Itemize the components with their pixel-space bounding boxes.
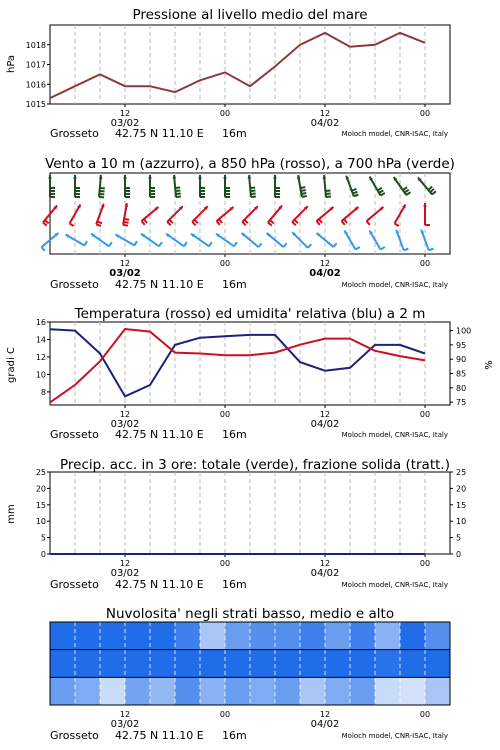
- wind-arrow-1: [123, 203, 129, 226]
- wind-barb: [124, 222, 129, 223]
- wind-arrow-0: [48, 175, 55, 197]
- cloud-cell: [375, 650, 401, 678]
- wind-barb: [43, 222, 47, 225]
- cloud-cell: [325, 650, 351, 678]
- wind-barb: [70, 224, 74, 227]
- wind-barb: [124, 219, 129, 220]
- cloud-cell: [300, 677, 326, 705]
- wind-barb: [428, 187, 432, 190]
- cloud-x-tick-label: 12: [119, 710, 131, 719]
- wind-barb: [379, 190, 383, 193]
- wind-barb: [144, 219, 147, 223]
- wind-barb: [219, 219, 222, 223]
- cloud-cell: [75, 677, 101, 705]
- wind-arrow-head: [172, 175, 176, 179]
- humidity-line: [50, 329, 425, 396]
- cloud-cell: [125, 677, 151, 705]
- precip-y-tick-label: 0: [40, 550, 46, 559]
- cloud-cell: [275, 650, 301, 678]
- wind-arrow-0: [297, 175, 307, 197]
- pressure-ylabel: hPa: [6, 54, 17, 74]
- wind-arrow-head: [423, 203, 427, 207]
- wind-barb: [430, 189, 434, 192]
- wind-barb: [209, 242, 212, 246]
- wind-arrow-0: [123, 175, 130, 197]
- pressure-y-tick-label: 1017: [25, 60, 46, 70]
- wind-barb: [333, 243, 336, 247]
- wind-arrow-head: [73, 175, 77, 179]
- temp-x-tick-label: 00: [419, 410, 431, 419]
- wind-barb: [300, 187, 305, 188]
- wind-barb: [344, 219, 347, 223]
- station-elevation: 16m: [222, 428, 247, 441]
- wind-chart-title: Vento a 10 m (azzurro), a 850 hPa (rosso), a 700 hPa (verde): [45, 156, 455, 172]
- wind-arrow-0: [322, 175, 331, 197]
- temp-x-tick-label: 12: [319, 410, 331, 419]
- cloud-cell: [50, 622, 76, 650]
- pressure-x-tick-label: 12: [119, 109, 131, 118]
- wind-date-label: 04/02: [309, 268, 341, 279]
- wind-barb: [429, 249, 434, 251]
- wind-barb: [403, 187, 407, 190]
- wind-arrow-head: [223, 175, 227, 179]
- wind-barb: [97, 222, 102, 224]
- pressure-chart-title: Pressione al livello medio del mare: [132, 7, 368, 23]
- precip-x-tick-label: 12: [319, 559, 331, 568]
- humidity-y-tick-label: 85: [456, 369, 467, 379]
- cloud-cell: [75, 650, 101, 678]
- precip-date-label: 03/02: [110, 568, 140, 579]
- cloud-cell: [225, 622, 251, 650]
- wind-arrow-head: [123, 175, 127, 179]
- wind-x-tick-label: 00: [219, 259, 231, 268]
- station-name: Grosseto: [50, 578, 99, 591]
- model-credit: Moloch model, CNR-ISAC, Italy: [341, 431, 448, 439]
- wind-arrow-0: [198, 175, 205, 197]
- precip-right-y-tick-label: 25: [456, 468, 467, 477]
- wind-barb: [169, 220, 173, 224]
- cloud-cell: [400, 650, 426, 678]
- wind-barb: [301, 193, 306, 194]
- wind-arrow-0: [223, 175, 230, 197]
- cloud-cell: [50, 677, 76, 705]
- cloud-cell: [325, 677, 351, 705]
- cloud-cell: [300, 622, 326, 650]
- wind-barb: [404, 249, 409, 251]
- precip-y-tick-label: 15: [35, 500, 46, 510]
- wind-date-label: 03/02: [109, 268, 141, 279]
- humidity-y-tick-label: 95: [456, 340, 467, 350]
- temp-ylabel-right: %: [484, 360, 495, 370]
- precip-y-tick-label: 20: [35, 484, 46, 494]
- cloud-chart-title: Nuvolosita' negli strati basso, medio e alto: [105, 606, 395, 622]
- cloud-cell: [225, 677, 251, 705]
- wind-arrow-0: [172, 175, 181, 197]
- cloud-cell: [400, 677, 426, 705]
- station-name: Grosseto: [50, 278, 99, 291]
- temp-y-tick-label: 8: [40, 387, 46, 397]
- wind-barb: [244, 220, 248, 224]
- wind-arrow-2: [65, 235, 87, 246]
- precip-x-tick-label: 00: [219, 559, 231, 568]
- wind-barb: [194, 220, 198, 224]
- wind-barb: [45, 220, 49, 223]
- wind-arrow-head: [273, 175, 277, 179]
- footer-wind: [50, 278, 448, 291]
- wind-arrow-0: [394, 177, 411, 195]
- wind-arrow-2: [345, 230, 360, 249]
- wind-barb: [356, 247, 360, 250]
- cloud-cell: [150, 650, 176, 678]
- temp-y-tick-label: 14: [35, 335, 46, 345]
- wind-barb: [353, 192, 358, 194]
- wind-arrow-2: [421, 230, 434, 251]
- precip-x-tick-label: 12: [119, 559, 131, 568]
- cloud-cell: [200, 622, 226, 650]
- wind-barb: [109, 242, 112, 246]
- wind-barb: [395, 224, 399, 227]
- cloud-cell: [175, 677, 201, 705]
- wind-arrow-head: [148, 175, 152, 179]
- cloud-cell: [425, 677, 451, 705]
- wind-barb: [354, 195, 359, 197]
- wind-barb: [123, 225, 128, 226]
- cloud-cell: [425, 650, 451, 678]
- wind-barb: [42, 247, 45, 251]
- footer-precip: [50, 578, 448, 591]
- wind-arrow-2: [396, 230, 409, 251]
- pressure-date-label: 03/02: [110, 118, 140, 129]
- pressure-y-tick-label: 1015: [25, 100, 46, 109]
- wind-barb: [352, 189, 357, 191]
- wind-x-tick-label: 12: [119, 259, 131, 268]
- wind-barb: [159, 242, 162, 246]
- temp-x-tick-label: 00: [219, 410, 231, 419]
- pressure-x-tick-label: 00: [219, 109, 231, 118]
- cloud-cell: [425, 622, 451, 650]
- humidity-y-tick-label: 80: [456, 383, 467, 393]
- cloud-cell: [175, 622, 201, 650]
- cloud-cell: [125, 622, 151, 650]
- wind-arrow-2: [115, 235, 137, 246]
- temp-y-tick-label: 10: [35, 370, 46, 380]
- model-credit: Moloch model, CNR-ISAC, Italy: [341, 732, 448, 740]
- pressure-y-tick-label: 1018: [25, 40, 46, 50]
- wind-arrow-0: [346, 176, 359, 197]
- wind-barb: [217, 221, 220, 225]
- station-name: Grosseto: [50, 729, 99, 742]
- station-elevation: 16m: [222, 278, 247, 291]
- wind-barb: [258, 243, 261, 247]
- cloud-cell: [275, 677, 301, 705]
- cloud-date-label: 03/02: [110, 719, 140, 730]
- precip-right-y-tick-label: 5: [456, 533, 462, 543]
- station-name: Grosseto: [50, 428, 99, 441]
- humidity-y-tick-label: 75: [456, 398, 467, 408]
- wind-barb: [142, 221, 145, 225]
- cloud-cell: [325, 622, 351, 650]
- wind-barb: [283, 243, 286, 247]
- precip-x-tick-label: 00: [419, 559, 431, 568]
- station-elevation: 16m: [222, 578, 247, 591]
- wind-arrow-head: [48, 175, 52, 179]
- cloud-cell: [250, 650, 276, 678]
- station-coords: 42.75 N 11.10 E: [115, 729, 204, 742]
- wind-barb: [378, 188, 382, 191]
- wind-barb: [308, 244, 312, 248]
- cloud-cell: [100, 677, 126, 705]
- cloud-cell: [75, 622, 101, 650]
- temp-chart-title: Temperatura (rosso) ed umidita' relativa (blu) a 2 m: [74, 306, 426, 322]
- temp-date-label: 04/02: [310, 419, 340, 430]
- wind-barb: [234, 242, 237, 246]
- cloud-cell: [300, 650, 326, 678]
- wind-barb: [405, 190, 409, 193]
- cloud-cell: [375, 622, 401, 650]
- wind-arrow-2: [267, 233, 287, 247]
- wind-arrow-0: [273, 175, 280, 197]
- cloud-date-label: 04/02: [310, 719, 340, 730]
- precip-right-y-tick-label: 0: [456, 550, 462, 559]
- precip-right-y-tick-label: 20: [456, 484, 467, 494]
- wind-arrow-1: [423, 203, 430, 225]
- cloud-cell: [200, 650, 226, 678]
- pressure-y-tick-label: 1016: [25, 80, 46, 90]
- wind-arrow-0: [99, 175, 105, 197]
- temp-ylabel-left: gradi C: [6, 347, 17, 383]
- wind-arrow-2: [317, 233, 337, 247]
- cloud-cell: [100, 622, 126, 650]
- wind-arrow-2: [141, 234, 162, 247]
- wind-x-tick-label: 00: [419, 259, 431, 268]
- temp-y-tick-label: 12: [35, 352, 46, 362]
- wind-barb: [135, 241, 138, 245]
- wind-barb: [319, 219, 322, 223]
- wind-arrow-2: [191, 234, 212, 247]
- wind-barb: [432, 191, 436, 194]
- wind-arrow-head: [99, 175, 103, 179]
- cloud-x-tick-label: 00: [219, 710, 231, 719]
- wind-barb: [268, 222, 272, 225]
- precip-right-y-tick-label: 10: [456, 517, 467, 527]
- temp-x-tick-label: 12: [119, 410, 131, 419]
- cloud-cell: [150, 677, 176, 705]
- pressure-date-label: 04/02: [310, 118, 340, 129]
- cloud-cell: [375, 677, 401, 705]
- temp-date-label: 03/02: [110, 419, 140, 430]
- precip-chart-title: Precip. acc. in 3 ore: totale (verde), frazione solida (tratt.): [60, 457, 450, 473]
- wind-barb: [302, 196, 307, 197]
- wind-arrow-2: [242, 233, 262, 247]
- cloud-x-tick-label: 12: [319, 710, 331, 719]
- precip-right-y-tick-label: 15: [456, 500, 467, 510]
- wind-arrow-2: [166, 234, 187, 247]
- wind-barb: [270, 220, 274, 223]
- model-credit: Moloch model, CNR-ISAC, Italy: [341, 281, 448, 289]
- cloud-cell: [50, 650, 76, 678]
- wind-arrow-2: [370, 230, 385, 249]
- wind-arrow-2: [91, 234, 112, 247]
- wind-barb: [317, 221, 320, 225]
- cloud-cell: [225, 650, 251, 678]
- pressure-x-tick-label: 00: [419, 109, 431, 118]
- cloud-cell: [175, 650, 201, 678]
- precip-date-label: 04/02: [310, 568, 340, 579]
- wind-barb: [301, 190, 306, 191]
- temp-y-tick-label: 16: [35, 318, 46, 327]
- wind-arrow-0: [418, 178, 436, 195]
- wind-barb: [192, 222, 196, 226]
- station-elevation: 16m: [222, 127, 247, 140]
- cloud-cell: [150, 622, 176, 650]
- wind-barb: [184, 242, 187, 246]
- wind-barb: [292, 222, 296, 226]
- station-coords: 42.75 N 11.10 E: [115, 127, 204, 140]
- station-coords: 42.75 N 11.10 E: [115, 428, 204, 441]
- wind-barb: [381, 247, 385, 250]
- cloud-cell: [275, 622, 301, 650]
- cloud-cell: [100, 650, 126, 678]
- humidity-y-tick-label: 100: [456, 326, 472, 336]
- precip-ylabel: mm: [6, 504, 17, 524]
- wind-arrow-0: [370, 176, 385, 195]
- wind-barb: [167, 222, 171, 226]
- model-credit: Moloch model, CNR-ISAC, Italy: [341, 130, 448, 138]
- wind-arrow-0: [148, 175, 155, 197]
- wind-arrow-head: [247, 175, 251, 179]
- footer-cloud: [50, 729, 448, 742]
- wind-barb: [381, 193, 385, 196]
- wind-barb: [342, 221, 345, 225]
- humidity-y-tick-label: 90: [456, 355, 467, 365]
- wind-arrow-1: [96, 204, 104, 226]
- cloud-cell: [125, 650, 151, 678]
- wind-barb: [242, 222, 246, 226]
- wind-arrow-2: [216, 234, 237, 247]
- wind-x-tick-label: 12: [319, 259, 331, 268]
- precip-y-tick-label: 25: [35, 468, 46, 477]
- precip-y-tick-label: 10: [35, 517, 46, 527]
- wind-barb: [294, 220, 298, 224]
- cloud-cell: [350, 677, 376, 705]
- cloud-cell: [200, 677, 226, 705]
- station-elevation: 16m: [222, 729, 247, 742]
- station-coords: 42.75 N 11.10 E: [115, 278, 204, 291]
- model-credit: Moloch model, CNR-ISAC, Italy: [341, 581, 448, 589]
- cloud-cell: [400, 622, 426, 650]
- wind-barb: [85, 241, 88, 245]
- precip-frame: [50, 472, 450, 554]
- cloud-cell: [250, 622, 276, 650]
- wind-arrow-0: [73, 175, 80, 197]
- wind-arrow-2: [292, 232, 311, 248]
- wind-arrow-0: [247, 175, 256, 197]
- cloud-x-tick-label: 00: [419, 710, 431, 719]
- wind-barb: [406, 192, 410, 195]
- wind-arrow-head: [322, 175, 326, 179]
- wind-arrow-head: [198, 175, 202, 179]
- pressure-line: [50, 33, 425, 98]
- cloud-cell: [250, 677, 276, 705]
- precip-y-tick-label: 5: [40, 533, 46, 543]
- cloud-cell: [350, 650, 376, 678]
- wind-barb: [367, 221, 370, 225]
- station-coords: 42.75 N 11.10 E: [115, 578, 204, 591]
- station-name: Grosseto: [50, 127, 99, 140]
- cloud-cell: [350, 622, 376, 650]
- pressure-x-tick-label: 12: [319, 109, 331, 118]
